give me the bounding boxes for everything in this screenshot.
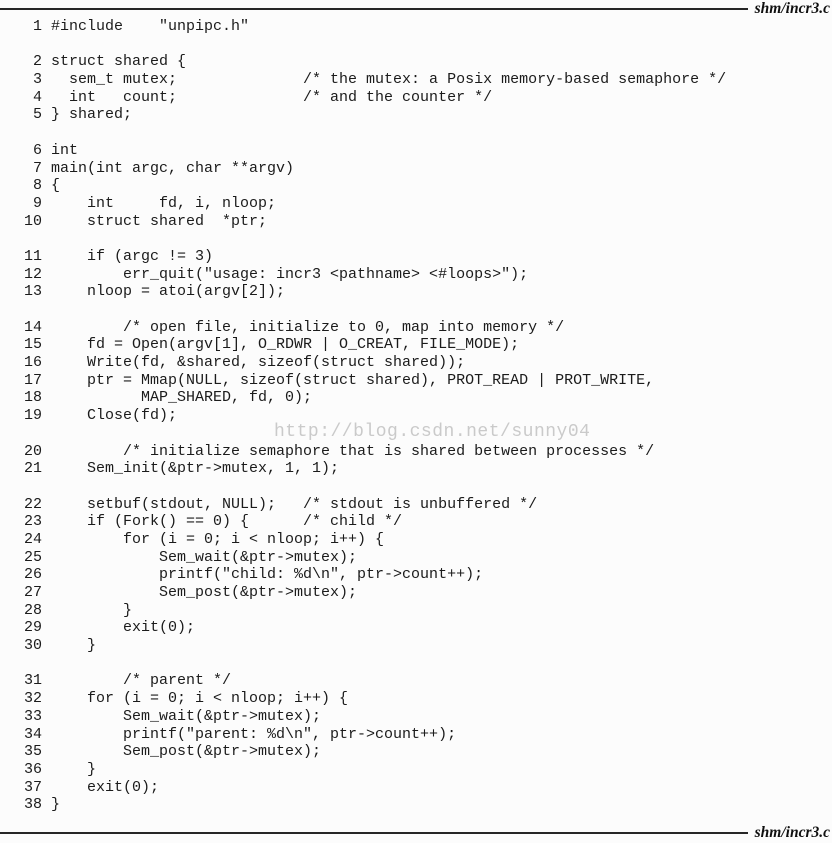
- line-text: } shared;: [51, 106, 133, 124]
- line-number: 1: [32, 18, 42, 35]
- line-number: 34: [24, 725, 43, 743]
- line-text: }: [51, 796, 61, 814]
- code-line: [24, 177, 832, 195]
- line-text: }: [51, 601, 133, 619]
- line-number: 16: [24, 354, 43, 372]
- code-line: [24, 266, 832, 284]
- code-line: [24, 106, 832, 124]
- line-text: }: [51, 760, 97, 778]
- line-number: 17: [24, 371, 43, 389]
- line-text: if (Fork() == 0) { /* child */: [51, 513, 403, 531]
- bottom-rule-row: [0, 825, 832, 841]
- line-text: /* parent */: [51, 672, 232, 690]
- line-text: for (i = 0; i < nloop; i++) {: [51, 530, 385, 548]
- line-text: if (argc != 3): [51, 247, 214, 265]
- code-line: [24, 248, 832, 266]
- code-line: [24, 602, 832, 620]
- line-text: struct shared {: [51, 53, 187, 71]
- code-line: [24, 708, 832, 726]
- code-line: [24, 584, 832, 602]
- code-line-blank: [24, 230, 832, 248]
- line-number: 15: [24, 336, 43, 354]
- code-line-blank: [24, 124, 832, 142]
- line-text: /* initialize semaphore that is shared between processes */: [51, 442, 655, 460]
- line-text: Sem_post(&ptr->mutex);: [51, 743, 322, 761]
- line-number: 20: [24, 442, 43, 460]
- code-line: [24, 283, 832, 301]
- line-number: 7: [32, 159, 42, 177]
- code-line: [24, 142, 832, 160]
- code-line: [24, 796, 832, 814]
- line-text: Sem_init(&ptr->mutex, 1, 1);: [51, 460, 340, 478]
- line-text: exit(0);: [51, 619, 196, 637]
- line-number: 26: [24, 566, 43, 584]
- line-text: err_quit("usage: incr3 <pathname> <#loops>");: [51, 265, 529, 283]
- line-text: int: [51, 141, 79, 159]
- source-file-label-top: shm/incr3.c: [754, 0, 830, 17]
- code-line-blank: [24, 425, 832, 443]
- line-number: 5: [32, 106, 42, 124]
- code-line: [24, 549, 832, 567]
- code-line: [24, 531, 832, 549]
- line-text: setbuf(stdout, NULL); /* stdout is unbuffered */: [51, 495, 538, 513]
- line-text: MAP_SHARED, fd, 0);: [51, 389, 313, 407]
- code-line: [24, 672, 832, 690]
- line-text: int count; /* and the counter */: [51, 88, 493, 106]
- line-number: 14: [24, 318, 43, 336]
- line-text: for (i = 0; i < nloop; i++) {: [51, 690, 349, 708]
- line-number: 18: [24, 389, 43, 407]
- bottom-rule: [0, 832, 748, 834]
- line-text: {: [51, 177, 61, 195]
- code-line: [24, 71, 832, 89]
- code-line: [24, 779, 832, 797]
- code-line-blank: [24, 655, 832, 673]
- line-text: fd = Open(argv[1], O_RDWR | O_CREAT, FILE_MODE);: [51, 336, 520, 354]
- line-text: nloop = atoi(argv[2]);: [51, 283, 286, 301]
- line-text: /* open file, initialize to 0, map into memory */: [51, 318, 565, 336]
- line-text: printf("child: %d\n", ptr->count++);: [51, 566, 484, 584]
- line-text: exit(0);: [51, 778, 160, 796]
- line-text: #include "unpipc.h": [51, 18, 250, 35]
- line-number: 10: [24, 212, 43, 230]
- code-line-blank: [24, 478, 832, 496]
- line-number: 21: [24, 460, 43, 478]
- code-line: [24, 18, 832, 36]
- line-text: [42, 425, 51, 442]
- code-line: [24, 195, 832, 213]
- line-text: sem_t mutex; /* the mutex: a Posix memory-based semaphore */: [51, 71, 727, 89]
- line-text: Sem_post(&ptr->mutex);: [51, 584, 358, 601]
- code-line: [24, 513, 832, 531]
- line-number: 19: [24, 407, 43, 425]
- line-number: 6: [32, 141, 42, 159]
- line-text: }: [51, 637, 97, 655]
- line-text: [42, 36, 51, 53]
- code-line: [24, 354, 832, 372]
- line-number: 11: [24, 247, 43, 265]
- code-line: [24, 53, 832, 71]
- top-rule-row: [0, 1, 832, 17]
- code-line: [24, 213, 832, 231]
- line-text: [42, 230, 51, 247]
- line-number: 2: [32, 53, 42, 71]
- code-line-blank: [24, 301, 832, 319]
- code-line: [24, 389, 832, 407]
- code-line: [24, 743, 832, 761]
- line-text: Write(fd, &shared, sizeof(struct shared));: [51, 354, 466, 372]
- line-text: Close(fd);: [51, 407, 178, 425]
- code-line: [24, 336, 832, 354]
- line-number: 3: [32, 71, 42, 89]
- line-text: Sem_wait(&ptr->mutex);: [51, 707, 322, 725]
- code-line: [24, 160, 832, 178]
- line-text: [42, 124, 51, 141]
- code-line: [24, 89, 832, 107]
- line-text: ptr = Mmap(NULL, sizeof(struct shared), PROT_READ | PROT_WRITE,: [51, 371, 655, 389]
- code-line: [24, 407, 832, 425]
- line-number: 27: [24, 584, 43, 601]
- top-rule: [0, 8, 748, 10]
- line-number: 36: [24, 760, 43, 778]
- code-listing: [24, 18, 832, 814]
- code-line: [24, 690, 832, 708]
- code-line: [24, 726, 832, 744]
- line-number: 13: [24, 283, 43, 301]
- line-text: main(int argc, char **argv): [51, 159, 295, 177]
- line-number: 8: [32, 177, 42, 195]
- code-line-blank: [24, 36, 832, 54]
- line-number: 9: [32, 194, 42, 212]
- code-line: [24, 443, 832, 461]
- code-line: [24, 319, 832, 337]
- line-number: 25: [24, 548, 43, 566]
- line-text: int fd, i, nloop;: [51, 194, 277, 212]
- watermark: http://blog.csdn.net/sunny04: [274, 422, 591, 442]
- line-number: 4: [32, 88, 42, 106]
- code-line: [24, 637, 832, 655]
- line-text: Sem_wait(&ptr->mutex);: [51, 548, 358, 566]
- line-number: 38: [24, 796, 43, 814]
- code-line: [24, 460, 832, 478]
- line-number: 35: [24, 743, 43, 761]
- code-line: [24, 372, 832, 390]
- line-text: struct shared *ptr;: [51, 212, 268, 230]
- line-text: [42, 655, 51, 672]
- code-line: [24, 496, 832, 514]
- line-number: 32: [24, 690, 43, 708]
- line-number: 29: [24, 619, 43, 637]
- code-line: [24, 761, 832, 779]
- line-text: [42, 301, 51, 318]
- code-line: [24, 566, 832, 584]
- line-number: 33: [24, 707, 43, 725]
- line-number: 30: [24, 637, 43, 655]
- source-file-label-bottom: shm/incr3.c: [754, 824, 830, 841]
- line-number: 37: [24, 778, 43, 796]
- line-number: 23: [24, 513, 43, 531]
- line-number: 22: [24, 495, 43, 513]
- line-number: 24: [24, 530, 43, 548]
- line-number: 31: [24, 672, 43, 690]
- code-line: [24, 619, 832, 637]
- line-number: 12: [24, 265, 43, 283]
- line-number: 28: [24, 601, 43, 619]
- line-text: [42, 478, 51, 495]
- line-text: printf("parent: %d\n", ptr->count++);: [51, 725, 457, 743]
